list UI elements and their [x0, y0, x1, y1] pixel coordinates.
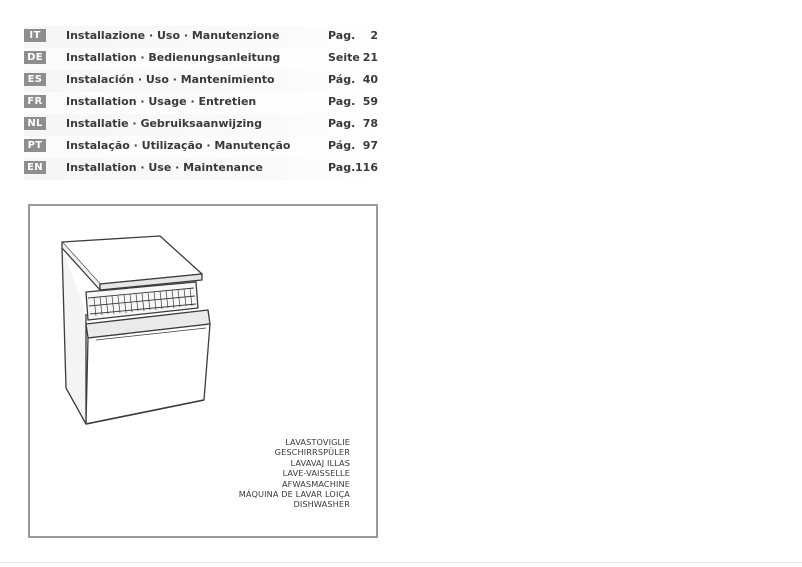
page-bottom-divider: [0, 562, 802, 563]
product-name-en: DISHWASHER: [293, 499, 350, 510]
page-word: Pag.: [328, 161, 356, 174]
section-title: Instalação · Utilização · Manutenção: [66, 139, 291, 152]
section-title: Installation · Usage · Entretien: [66, 95, 257, 108]
language-row-en[interactable]: [24, 158, 380, 180]
cover-illustration-frame: [28, 204, 378, 538]
language-code-badge: FR: [24, 95, 46, 108]
page-number: 40: [362, 73, 378, 86]
product-name-de: GESCHIRRSPÜLER: [274, 447, 350, 458]
product-name-list: [239, 437, 350, 510]
section-title: Installation · Use · Maintenance: [66, 161, 263, 174]
language-code-badge: IT: [24, 29, 46, 42]
page-word: Seite: [328, 51, 360, 64]
page-word: Pag.: [328, 117, 356, 130]
product-name-it: LAVASTOVIGLIE: [285, 437, 350, 447]
page-number: 97: [362, 139, 378, 152]
language-row-de[interactable]: [24, 48, 380, 70]
language-code-badge: DE: [24, 51, 46, 64]
page-word: Pág.: [328, 73, 356, 86]
product-name-fr: LAVE-VAISSELLE: [282, 468, 350, 479]
language-code-badge: EN: [24, 161, 46, 174]
language-row-fr[interactable]: [24, 92, 380, 114]
page-word: Pag.: [328, 29, 356, 42]
page-word: Pág.: [328, 139, 356, 152]
language-row-nl[interactable]: [24, 114, 380, 136]
section-title: Instalación · Uso · Mantenimiento: [66, 73, 275, 86]
page-number: 21: [362, 51, 378, 64]
language-row-es[interactable]: [24, 70, 380, 92]
language-code-badge: NL: [24, 117, 46, 130]
page-number: 116: [355, 161, 378, 174]
language-code-badge: PT: [24, 139, 46, 152]
product-name-nl: AFWASMACHINE: [281, 478, 350, 489]
section-title: Installation · Bedienungsanleitung: [66, 51, 281, 64]
page-number: 2: [370, 29, 378, 42]
section-title: Installazione · Uso · Manutenzione: [66, 29, 280, 42]
language-row-it[interactable]: [24, 26, 380, 48]
product-name-pt: MÁQUINA DE LAVAR LOIÇA: [238, 489, 350, 500]
language-row-pt[interactable]: [24, 136, 380, 158]
product-name-es: LAVAVAJ ILLAS: [290, 457, 350, 468]
dishwasher-illustration-icon: [56, 228, 246, 428]
section-title: Installatie · Gebruiksaanwijzing: [66, 117, 262, 130]
language-code-badge: ES: [24, 73, 46, 86]
page-word: Pag.: [328, 95, 356, 108]
language-index: [24, 26, 380, 180]
page-number: 59: [362, 95, 378, 108]
page-number: 78: [362, 117, 378, 130]
